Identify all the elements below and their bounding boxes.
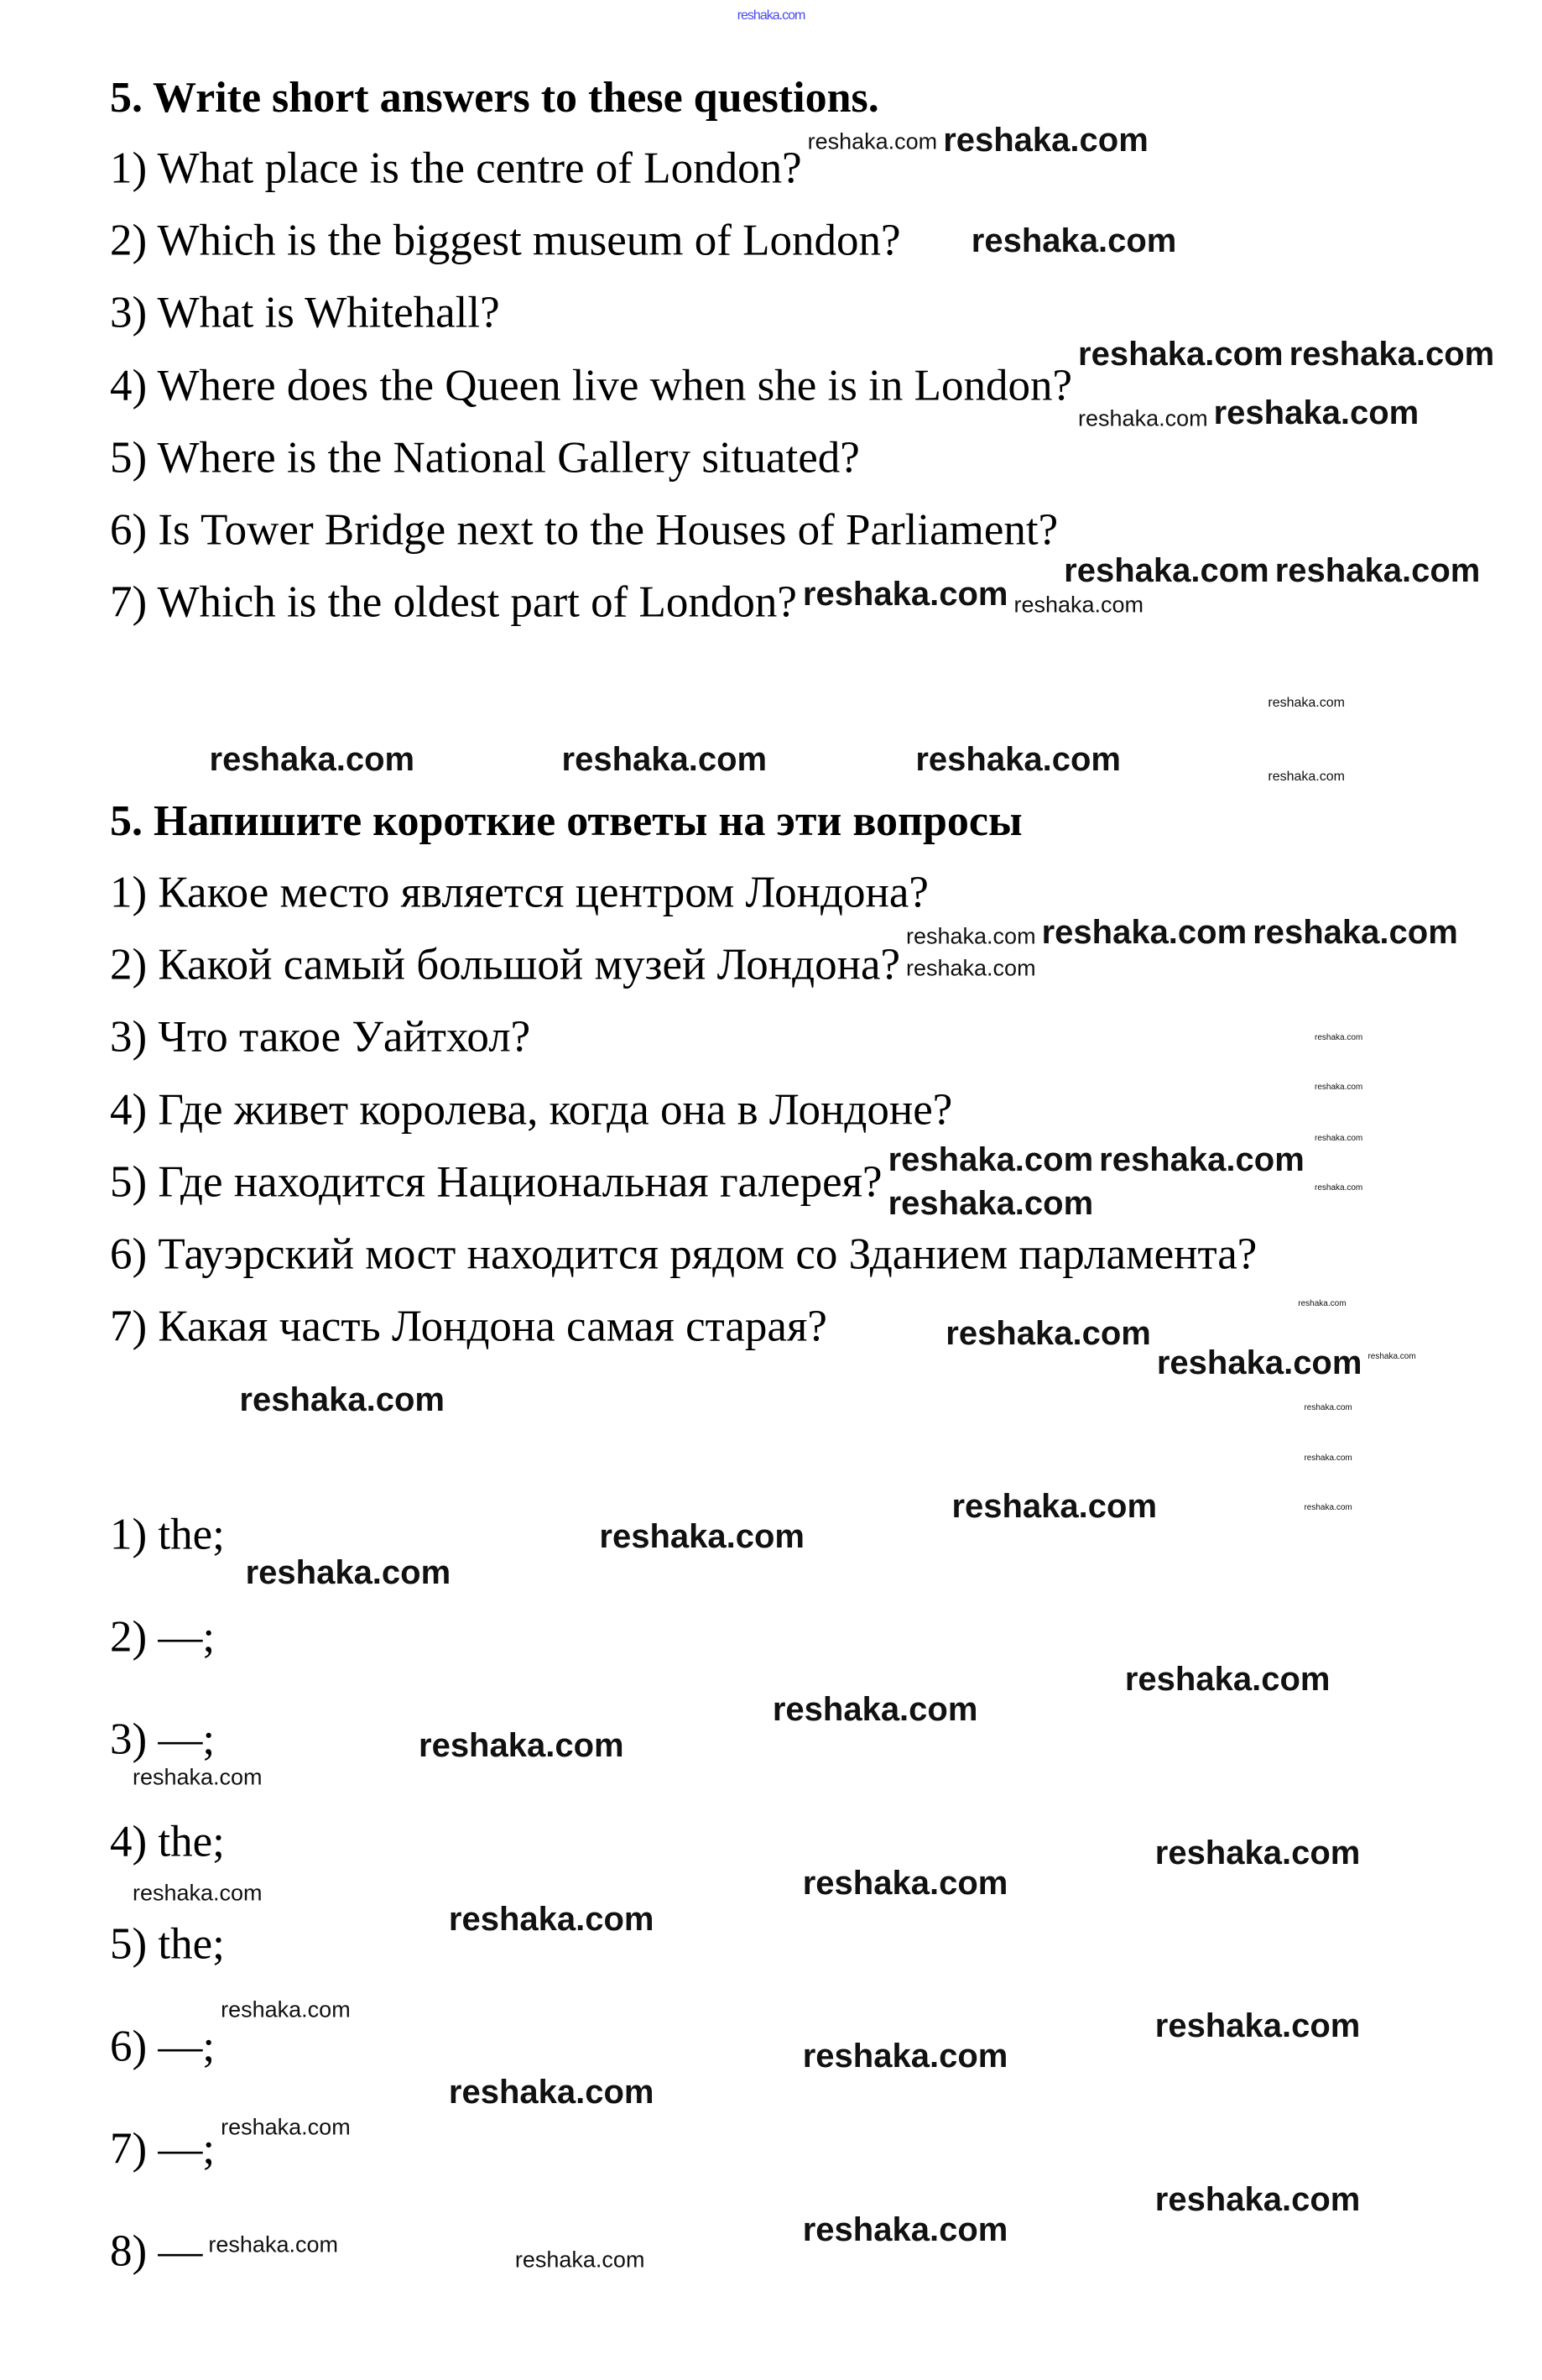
answer-item: 5) the; bbox=[110, 1919, 225, 1969]
watermark: reshaka.com bbox=[132, 1764, 263, 1790]
watermark: reshaka.com bbox=[514, 2247, 645, 2272]
russian-question: 1) Какое место является центром Лондона? bbox=[110, 868, 929, 917]
watermark: reshaka.com bbox=[1304, 1453, 1352, 1463]
watermark: reshaka.com bbox=[208, 2231, 338, 2257]
answer-item: 3) —; bbox=[110, 1715, 216, 1764]
watermark: reshaka.com bbox=[888, 1185, 1094, 1223]
russian-question: 4) Где живет королева, когда она в Лондоне? bbox=[110, 1085, 953, 1135]
english-question: 3) What is Whitehall? bbox=[110, 288, 500, 337]
english-question: 4) Where does the Queen live when she is in London? bbox=[110, 361, 1073, 410]
watermark: reshaka.com bbox=[132, 1880, 263, 1906]
watermark: reshaka.com bbox=[1041, 914, 1248, 952]
watermark: reshaka.com bbox=[1154, 1834, 1361, 1871]
russian-question: 6) Тауэрский мост находится рядом со Зданием парламента? bbox=[110, 1229, 1258, 1279]
watermark: reshaka.com bbox=[772, 1691, 978, 1729]
watermark: reshaka.com bbox=[1315, 1032, 1363, 1042]
watermark: reshaka.com bbox=[1213, 394, 1420, 431]
russian-question: 3) Что такое Уайтхол? bbox=[110, 1012, 531, 1062]
answer-item: 2) —; bbox=[110, 1612, 216, 1662]
watermark: reshaka.com bbox=[802, 1864, 1008, 1902]
watermark: reshaka.com bbox=[1268, 770, 1345, 785]
watermark: reshaka.com bbox=[239, 1381, 445, 1418]
watermark: reshaka.com bbox=[1367, 1352, 1416, 1362]
answer-item: 1) the; bbox=[110, 1510, 225, 1559]
watermark: reshaka.com bbox=[951, 1488, 1158, 1525]
answer-item: 6) —; bbox=[110, 2022, 216, 2071]
watermark: reshaka.com bbox=[1304, 1502, 1352, 1512]
watermark: reshaka.com bbox=[807, 128, 938, 154]
watermark: reshaka.com bbox=[906, 955, 1036, 981]
watermark: reshaka.com bbox=[221, 1996, 351, 2022]
watermark: reshaka.com bbox=[888, 1141, 1094, 1179]
watermark: reshaka.com bbox=[1064, 552, 1269, 590]
watermark: reshaka.com bbox=[1124, 1661, 1331, 1699]
russian-question: 2) Какой самый большой музей Лондона? bbox=[110, 940, 900, 989]
top-watermark: reshaka.com bbox=[737, 8, 805, 23]
watermark: reshaka.com bbox=[1156, 1344, 1362, 1382]
watermark: reshaka.com bbox=[448, 2074, 654, 2111]
answer-item: 7) —; bbox=[110, 2124, 216, 2174]
answer-item: 4) the; bbox=[110, 1817, 225, 1866]
watermark: reshaka.com bbox=[1274, 552, 1481, 590]
watermark: reshaka.com bbox=[1013, 592, 1144, 618]
english-question: 6) Is Tower Bridge next to the Houses of Parliament? bbox=[110, 505, 1059, 555]
watermark: reshaka.com bbox=[943, 121, 1149, 159]
watermark: reshaka.com bbox=[971, 222, 1177, 260]
watermark: reshaka.com bbox=[561, 740, 768, 778]
english-question: 5) Where is the National Gallery situated? bbox=[110, 433, 860, 483]
watermark: reshaka.com bbox=[802, 576, 1008, 613]
watermark: reshaka.com bbox=[1099, 1141, 1305, 1179]
watermark: reshaka.com bbox=[802, 2210, 1008, 2248]
english-heading: 5. Write short answers to these questions. bbox=[110, 74, 879, 122]
watermark: reshaka.com bbox=[1315, 1183, 1363, 1193]
answer-item: 8) — bbox=[110, 2226, 203, 2276]
watermark: reshaka.com bbox=[946, 1314, 1151, 1352]
watermark: reshaka.com bbox=[906, 923, 1036, 949]
english-question: 2) Which is the biggest museum of London? bbox=[110, 216, 901, 265]
english-question: 1) What place is the centre of London? bbox=[110, 144, 802, 193]
watermark: reshaka.com bbox=[221, 2114, 351, 2140]
watermark: reshaka.com bbox=[1298, 1299, 1347, 1309]
watermark: reshaka.com bbox=[1289, 335, 1495, 373]
watermark: reshaka.com bbox=[209, 740, 415, 778]
watermark: reshaka.com bbox=[1268, 696, 1345, 711]
watermark: reshaka.com bbox=[802, 2038, 1008, 2075]
watermark: reshaka.com bbox=[245, 1553, 451, 1591]
watermark: reshaka.com bbox=[1154, 2180, 1361, 2218]
russian-heading: 5. Напишите короткие ответы на эти вопросы bbox=[110, 797, 1023, 845]
watermark: reshaka.com bbox=[1078, 405, 1208, 431]
watermark: reshaka.com bbox=[915, 740, 1121, 778]
russian-question: 5) Где находится Национальная галерея? bbox=[110, 1157, 883, 1207]
english-question: 7) Which is the oldest part of London? bbox=[110, 577, 797, 627]
watermark: reshaka.com bbox=[1315, 1082, 1363, 1092]
watermark: reshaka.com bbox=[448, 1900, 654, 1938]
watermark: reshaka.com bbox=[1078, 335, 1284, 373]
watermark: reshaka.com bbox=[1315, 1134, 1363, 1144]
watermark: reshaka.com bbox=[1253, 914, 1458, 952]
watermark: reshaka.com bbox=[1304, 1403, 1352, 1413]
watermark: reshaka.com bbox=[1154, 2007, 1361, 2045]
watermark: reshaka.com bbox=[419, 1727, 624, 1765]
watermark: reshaka.com bbox=[599, 1517, 805, 1555]
russian-question: 7) Какая часть Лондона самая старая? bbox=[110, 1302, 827, 1351]
